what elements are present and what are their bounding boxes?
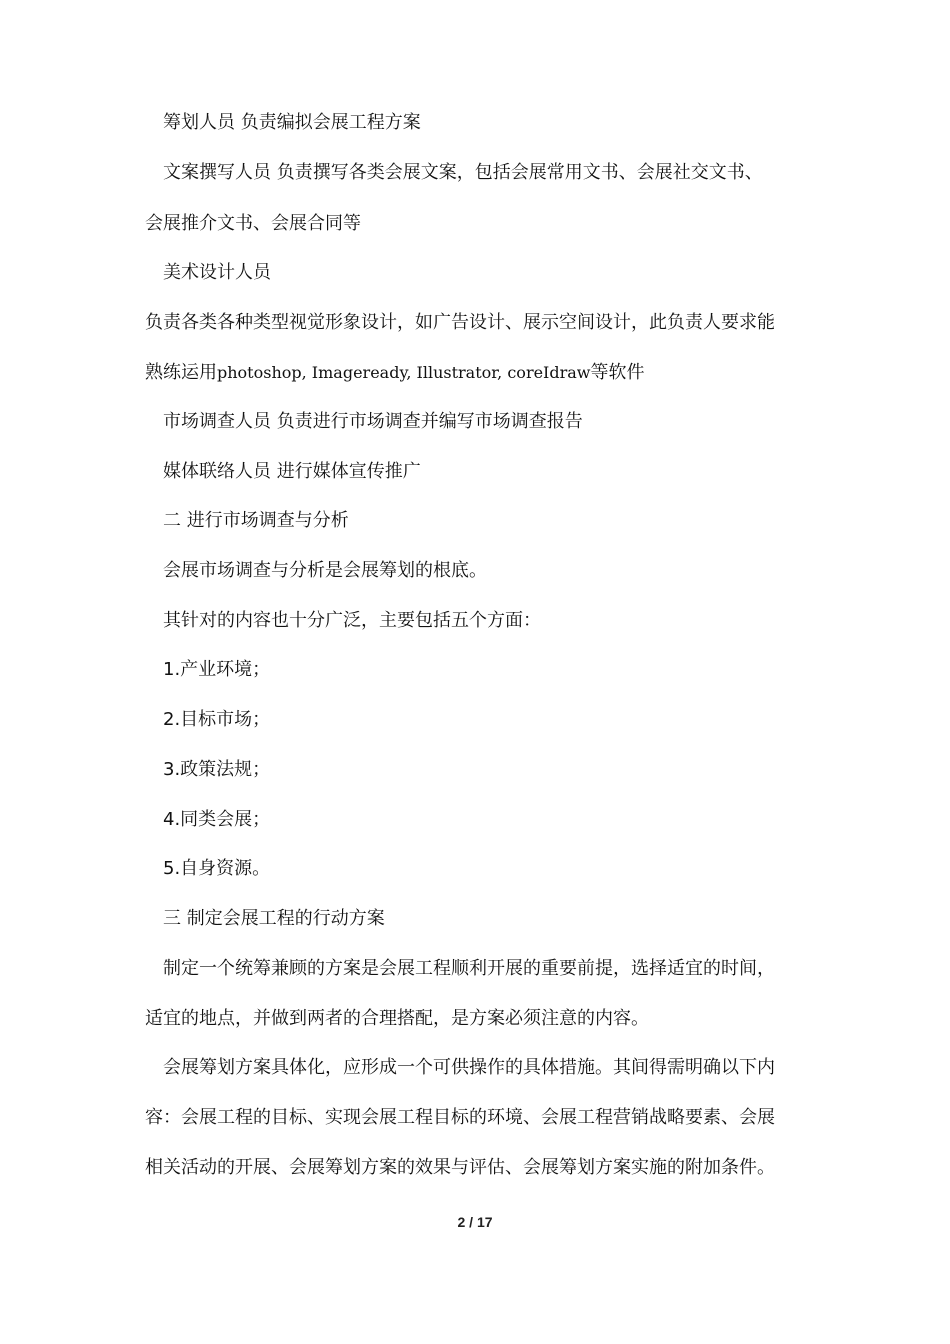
text-segment: 熟练运用 xyxy=(145,362,217,383)
page-number: 2 / 17 xyxy=(457,1214,493,1230)
paragraph-line: 其针对的内容也十分广泛，主要包括五个方面： xyxy=(163,610,541,631)
paragraph-line: 美术设计人员 xyxy=(163,262,271,283)
text-segment: 等软件 xyxy=(590,362,645,383)
paragraph-line: 负责各类各种类型视觉形象设计，如广告设计、展示空间设计，此负责人要求能 xyxy=(145,312,775,333)
list-item: 4.同类会展； xyxy=(163,809,271,830)
paragraph-line: 文案撰写人员 负责撰写各类会展文案，包括会展常用文书、会展社交文书、 xyxy=(163,162,763,183)
paragraph-line: 会展筹划方案具体化，应形成一个可供操作的具体措施。其间得需明确以下内 xyxy=(163,1057,775,1078)
software-names: photoshop, Imageready, Illustrator, coreIdraw xyxy=(217,363,591,382)
paragraph-line: 媒体联络人员 进行媒体宣传推广 xyxy=(163,461,421,482)
paragraph-line: 容：会展工程的目标、实现会展工程目标的环境、会展工程营销战略要素、会展 xyxy=(145,1107,775,1128)
paragraph-line: 会展市场调查与分析是会展筹划的根底。 xyxy=(163,560,487,581)
paragraph-line: 适宜的地点，并做到两者的合理搭配，是方案必须注意的内容。 xyxy=(145,1008,649,1029)
list-item: 2.目标市场； xyxy=(163,709,271,730)
paragraph-line: 市场调查人员 负责进行市场调查并编写市场调查报告 xyxy=(163,411,583,432)
paragraph-line: 制定一个统筹兼顾的方案是会展工程顺利开展的重要前提，选择适宜的时间， xyxy=(163,958,775,979)
paragraph-line: 会展推介文书、会展合同等 xyxy=(145,213,361,234)
section-heading: 二 进行市场调查与分析 xyxy=(163,510,349,531)
section-heading: 三 制定会展工程的行动方案 xyxy=(163,908,385,929)
paragraph-line: 相关活动的开展、会展筹划方案的效果与评估、会展筹划方案实施的附加条件。 xyxy=(145,1157,775,1178)
paragraph-line: 筹划人员 负责编拟会展工程方案 xyxy=(163,112,421,133)
paragraph-line xyxy=(145,361,645,385)
list-item: 5.自身资源。 xyxy=(163,858,271,879)
list-item: 3.政策法规； xyxy=(163,759,271,780)
list-item: 1.产业环境； xyxy=(163,659,271,680)
